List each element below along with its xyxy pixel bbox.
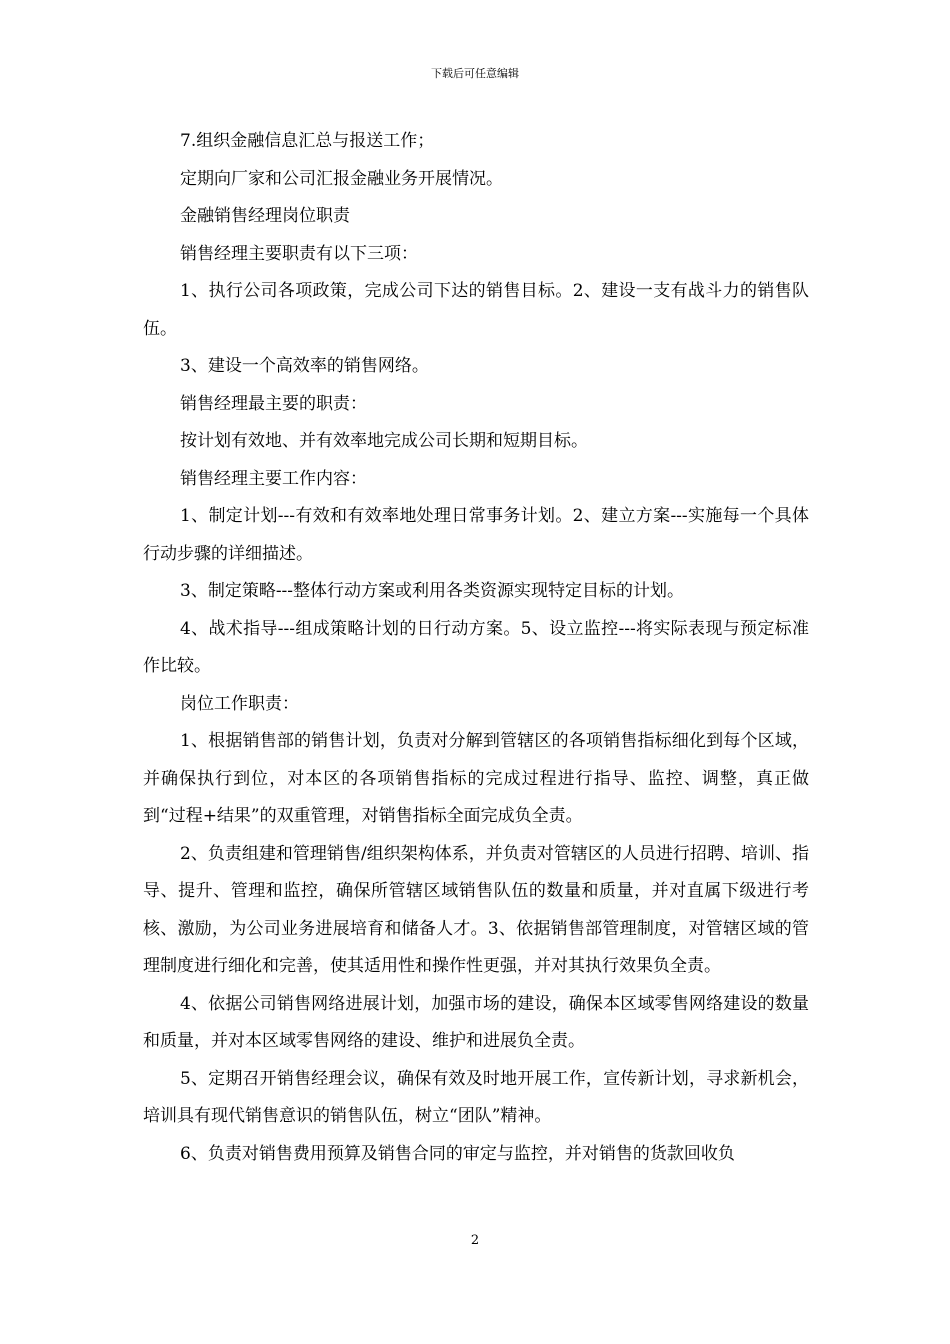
paragraph: 7.组织金融信息汇总与报送工作； — [180, 131, 435, 151]
paragraph: 6、负责对销售费用预算及销售合同的审定与监控，并对销售的货款回收负 — [180, 1143, 735, 1164]
paragraph: 1、执行公司各项政策，完成公司下达的销售目标。2、建设一支有战斗力的销售队伍。 — [143, 281, 809, 339]
paragraph: 4、战术指导---组成策略计划的日行动方案。5、设立监控---将实际表现与预定标准作比较。 — [143, 618, 809, 676]
paragraph: 3、制定策略---整体行动方案或利用各类资源实现特定目标的计划。 — [180, 581, 685, 601]
paragraph: 销售经理最主要的职责： — [180, 393, 367, 414]
page-header: 下载后可任意编辑 — [431, 67, 519, 80]
paragraph: 3、建设一个高效率的销售网络。 — [180, 356, 429, 376]
section-heading: 金融销售经理岗位职责 — [180, 206, 350, 226]
paragraph: 定期向厂家和公司汇报金融业务开展情况。 — [180, 168, 503, 189]
paragraph: 4、依据公司销售网络进展计划，加强市场的建设，确保本区域零售网络建设的数量和质量，并对本区域零售网络的建设、维护和进展负全责。 — [143, 993, 809, 1051]
paragraph: 销售经理主要职责有以下三项： — [180, 243, 418, 264]
paragraph: 2、负责组建和管理销售/组织架构体系，并负责对管辖区的人员进行招聘、培训、指导、提升、管理和监控，确保所管辖区域销售队伍的数量和质量，并对直属下级进行考核、激励，为公司业务进展培育和储备人才。3、依据销售部管理制度，对管辖区域的管理制度进行细化和完善，使其适用性和操作性更强，并对其执行效果负全责。 — [143, 843, 809, 976]
paragraph: 按计划有效地、并有效率地完成公司长期和短期目标。 — [180, 431, 588, 451]
paragraph: 1、根据销售部的销售计划，负责对分解到管辖区的各项销售指标细化到每个区域，并确保执行到位，对本区的各项销售指标的完成过程进行指导、监控、调整，真正做到“过程+结果”的双重管理，对销售指标全面完成负全责。 — [143, 731, 809, 826]
paragraph: 1、制定计划---有效和有效率地处理日常事务计划。2、建立方案---实施每一个具体行动步骤的详细描述。 — [143, 506, 809, 564]
paragraph: 5、定期召开销售经理会议，确保有效及时地开展工作，宣传新计划，寻求新机会，培训具有现代销售意识的销售队伍，树立“团队”精神。 — [143, 1068, 809, 1126]
paragraph: 岗位工作职责： — [180, 693, 299, 714]
document-body — [143, 123, 809, 1173]
page-number: 2 — [470, 1233, 480, 1248]
paragraph: 销售经理主要工作内容： — [180, 468, 367, 489]
